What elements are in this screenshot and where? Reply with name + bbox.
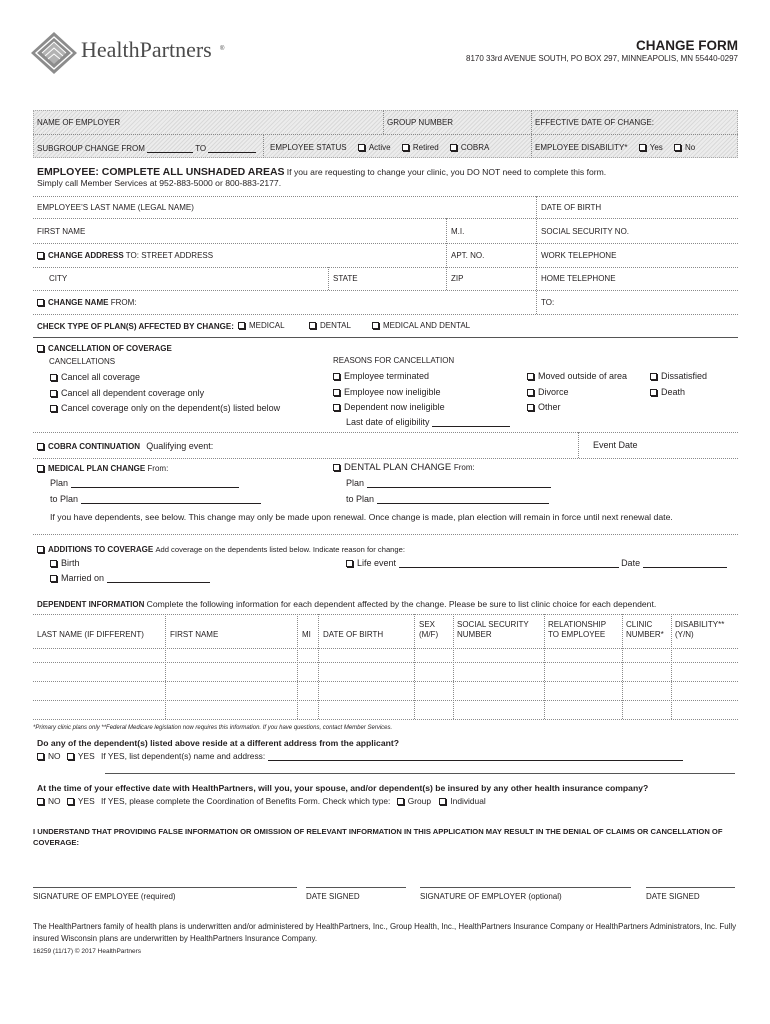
plan-change-note: If you have dependents, see below. This change may only be made upon renewal. Once change is made, plan election will remain in force until next renewal date. — [50, 512, 673, 522]
to-plan-label: to Plan — [346, 494, 375, 504]
dependent-address-line — [105, 773, 735, 774]
cancel-option-label: Cancel coverage only on the dependent(s) listed below — [61, 403, 281, 413]
date-label: Date — [621, 558, 641, 568]
instructions — [37, 166, 606, 178]
change-address-label: CHANGE ADDRESS — [48, 251, 124, 260]
reason-label: Other — [538, 402, 561, 412]
table-row — [33, 700, 738, 701]
last-date-field[interactable] — [432, 418, 510, 427]
dental-checkbox[interactable] — [309, 322, 316, 329]
employee-status — [270, 143, 489, 152]
dental-plan-row — [346, 478, 551, 488]
divider — [446, 218, 447, 290]
additions-heading — [37, 545, 405, 555]
divider — [453, 614, 454, 719]
q1-yes-label: YES — [77, 751, 95, 761]
plan-label: Plan — [50, 478, 69, 488]
dental-label: DENTAL — [320, 321, 351, 330]
group-label: Group — [407, 796, 431, 806]
group-checkbox[interactable] — [397, 798, 404, 805]
instructions-heading: EMPLOYEE: COMPLETE ALL UNSHADED AREAS — [37, 166, 285, 178]
medical-label: MEDICAL — [249, 321, 285, 330]
individual-checkbox[interactable] — [439, 798, 446, 805]
divider — [33, 290, 738, 291]
birth-label: Birth — [61, 558, 80, 568]
cobra-status-label: COBRA — [460, 143, 490, 152]
medical-checkbox[interactable] — [238, 322, 245, 329]
medical-to-plan-field[interactable] — [81, 495, 261, 504]
medical-and-dental-checkbox[interactable] — [372, 322, 379, 329]
medical-plan-change-checkbox[interactable] — [37, 465, 44, 472]
divider — [33, 196, 738, 197]
q2-yes-label: YES — [77, 796, 95, 806]
employee-status-label: EMPLOYEE STATUS — [270, 143, 347, 152]
instructions-line1: If you are requesting to change your clinic, you DO NOT need to complete this form. — [286, 167, 607, 177]
form-code: 16259 (11/17) © 2017 HealthPartners — [33, 948, 142, 955]
employee-last-name-label: EMPLOYEE’S LAST NAME (LEGAL NAME) — [37, 203, 194, 212]
q2-followup: If YES, please complete the Coordination of Benefits Form. Check which type: — [100, 796, 391, 806]
name-of-employer-label: NAME OF EMPLOYER — [37, 118, 121, 127]
retired-checkbox[interactable] — [402, 144, 409, 151]
date-of-birth-label: DATE OF BIRTH — [541, 203, 602, 212]
dental-plan-change-label: DENTAL PLAN CHANGE — [344, 462, 452, 473]
plan-type-medical-dental — [372, 321, 470, 330]
reason-label: Dissatisfied — [661, 371, 708, 381]
subgroup-to-field[interactable] — [208, 144, 256, 153]
divider — [414, 614, 415, 719]
medical-plan-change — [37, 464, 168, 473]
column-header-ssn: SOCIAL SECURITY NUMBER — [457, 620, 529, 640]
employee-date-line[interactable] — [306, 887, 406, 888]
divider — [33, 267, 738, 268]
life-event-label: Life event — [357, 558, 397, 568]
dental-plan-change — [333, 463, 475, 474]
ssn-label: SOCIAL SECURITY NO. — [541, 227, 630, 236]
employer-date-line[interactable] — [646, 887, 735, 888]
reason-employee-terminated — [333, 371, 429, 381]
employee-signature-label: SIGNATURE OF EMPLOYEE (required) — [33, 892, 176, 901]
q1-followup: If YES, list dependent(s) name and address: — [100, 751, 266, 761]
divorce-checkbox[interactable] — [527, 389, 534, 396]
subgroup-to-label: TO — [195, 144, 207, 153]
cancel-option-label: Cancel all coverage — [61, 372, 141, 382]
table-row — [33, 719, 738, 720]
change-name — [37, 298, 136, 307]
change-address — [37, 251, 213, 260]
divider — [328, 267, 329, 290]
cancel-option-1 — [50, 372, 140, 382]
divider — [578, 432, 579, 458]
disability-no-checkbox[interactable] — [674, 144, 681, 151]
last-date-of-eligibility — [346, 417, 510, 427]
column-header-relationship: RELATIONSHIP TO EMPLOYEE — [548, 620, 606, 640]
medical-plan-field[interactable] — [71, 479, 239, 488]
plan-type-dental — [309, 321, 351, 330]
q1-no-checkbox[interactable] — [37, 753, 44, 760]
divider — [383, 110, 384, 134]
q1-no-label: NO — [48, 751, 61, 761]
dental-to-plan-field[interactable] — [377, 495, 549, 504]
reason-dependent-ineligible — [333, 402, 445, 412]
home-telephone-label: HOME TELEPHONE — [541, 274, 616, 283]
additions-desc: Add coverage on the dependents listed below. Indicate reason for change: — [155, 545, 405, 554]
change-name-from-label: FROM: — [110, 298, 137, 307]
active-checkbox[interactable] — [358, 144, 365, 151]
addition-life-event — [346, 558, 727, 568]
birth-checkbox[interactable] — [50, 560, 57, 567]
certification-statement: I UNDERSTAND THAT PROVIDING FALSE INFORMATION OR OMISSION OF RELEVANT INFORMATION IN THIS APPLICATION MAY RESULT IN THE DENIAL OF CLAIMS OR CANCELLATION OF COVERAGE: — [33, 827, 723, 847]
disability-yes-checkbox[interactable] — [639, 144, 646, 151]
divider — [33, 534, 738, 535]
reason-moved — [527, 371, 627, 381]
divider — [33, 614, 738, 615]
to-plan-label: to Plan — [50, 494, 79, 504]
table-row — [33, 662, 738, 663]
column-header-last-name: LAST NAME (IF DIFFERENT) — [37, 630, 144, 639]
individual-label: Individual — [450, 796, 486, 806]
medical-to-plan-row — [50, 494, 261, 504]
addition-birth — [50, 558, 80, 568]
married-on-field[interactable] — [107, 574, 210, 583]
dependent-info-desc: Complete the following information for each dependent affected by the change. Please be sure to list clinic choice for each dependent. — [146, 599, 657, 609]
dental-plan-change-checkbox[interactable] — [333, 464, 340, 471]
reason-death — [650, 387, 685, 397]
subgroup-change — [37, 144, 256, 153]
employee-signature-line[interactable] — [33, 887, 297, 888]
divider — [165, 614, 166, 719]
effective-date-label: EFFECTIVE DATE OF CHANGE: — [535, 118, 654, 127]
cancel-option-3 — [50, 403, 280, 413]
divider — [33, 648, 738, 649]
zip-label: ZIP — [451, 274, 464, 283]
mi-label: M.I. — [451, 227, 465, 236]
employer-signature-line[interactable] — [420, 887, 631, 888]
moved-outside-area-checkbox[interactable] — [527, 373, 534, 380]
divider — [671, 614, 672, 719]
reason-label: Death — [661, 387, 686, 397]
registered-mark: ® — [220, 46, 225, 52]
cancellation-checkbox[interactable] — [37, 345, 44, 352]
qualifying-event-label: Qualifying event: — [146, 441, 214, 451]
employee-date-signed-label: DATE SIGNED — [306, 892, 360, 901]
cancel-dependent-coverage-checkbox[interactable] — [50, 390, 57, 397]
dependents-footnote: *Primary clinic plans only **Federal Medicare legislation now requires this information. If you have questions, contact Member Services. — [33, 725, 393, 731]
married-checkbox[interactable] — [50, 575, 57, 582]
reason-dissatisfied — [650, 371, 707, 381]
divider — [33, 218, 738, 219]
q2-no-label: NO — [48, 796, 61, 806]
reasons-label: REASONS FOR CANCELLATION — [333, 356, 455, 365]
employer-signature-label: SIGNATURE OF EMPLOYER (optional) — [420, 892, 562, 901]
dependent-info-label: DEPENDENT INFORMATION — [37, 600, 145, 609]
divider — [536, 196, 537, 314]
subgroup-change-label: SUBGROUP CHANGE FROM — [37, 144, 145, 153]
column-header-clinic-number: CLINIC NUMBER* — [626, 620, 664, 640]
form-title: CHANGE FORM — [636, 38, 738, 53]
question-1: Do any of the dependent(s) listed above reside at a different address from the applicant? — [37, 738, 399, 748]
employer-date-signed-label: DATE SIGNED — [646, 892, 700, 901]
medical-plan-change-label: MEDICAL PLAN CHANGE — [48, 464, 146, 473]
reason-label: Employee now ineligible — [344, 387, 441, 397]
group-number-label: GROUP NUMBER — [387, 118, 454, 127]
reason-other — [527, 402, 561, 412]
divider — [33, 337, 738, 338]
divider — [33, 134, 738, 135]
life-event-field[interactable] — [399, 559, 619, 568]
from-label: From: — [453, 463, 475, 472]
divider — [544, 614, 545, 719]
column-header-disability: DISABILITY** (Y/N) — [675, 620, 725, 640]
dependent-address-field[interactable] — [268, 752, 683, 761]
additions-checkbox[interactable] — [37, 546, 44, 553]
employee-disability-label: EMPLOYEE DISABILITY* — [535, 143, 628, 152]
cobra-continuation-label: COBRA CONTINUATION — [48, 442, 140, 451]
plan-label: Plan — [346, 478, 365, 488]
city-label: CITY — [49, 274, 68, 283]
brand-name: HealthPartners — [81, 37, 212, 62]
subgroup-from-field[interactable] — [147, 144, 193, 153]
question-1-answers — [37, 752, 683, 762]
reason-label: Moved outside of area — [538, 371, 628, 381]
disability-no-label: No — [685, 143, 696, 152]
event-date-label: Event Date — [593, 440, 638, 450]
divider — [263, 134, 264, 158]
instructions-line2: Simply call Member Services at 952-883-5000 or 800-883-2177. — [37, 178, 282, 188]
divider — [297, 614, 298, 719]
q2-no-checkbox[interactable] — [37, 798, 44, 805]
divider — [33, 432, 738, 433]
table-row — [33, 681, 738, 682]
reason-divorce — [527, 387, 569, 397]
question-2-answers — [37, 797, 486, 807]
cancel-all-coverage-checkbox[interactable] — [50, 374, 57, 381]
married-on-label: Married on — [61, 573, 105, 583]
q1-yes-checkbox[interactable] — [67, 753, 74, 760]
cobra-continuation-checkbox[interactable] — [37, 443, 44, 450]
change-address-checkbox[interactable] — [37, 252, 44, 259]
cancellations-label: CANCELLATIONS — [49, 357, 116, 366]
question-2: At the time of your effective date with HealthPartners, will you, your spouse, and/or dependent(s) be insured by any other health insurance company? — [37, 783, 649, 793]
cancellation-heading — [37, 344, 172, 353]
plan-type-label: CHECK TYPE OF PLAN(S) AFFECTED BY CHANGE: — [37, 322, 234, 331]
first-name-label: FIRST NAME — [37, 227, 86, 236]
logo — [30, 31, 78, 77]
column-header-mi: MI — [302, 630, 311, 639]
employee-disability — [535, 143, 695, 152]
footer-disclaimer: The HealthPartners family of health plans is underwritten and/or administered by HealthPartners, Inc., Group Health, Inc., HealthPartners Insurance Company or HealthPartners Administrators, Inc. Fully insured Wisconsin plans are underwritten by HealthPartners Insurance Company. — [33, 922, 737, 943]
dependent-info-heading — [37, 600, 656, 610]
cancel-option-2 — [50, 388, 204, 398]
change-address-to-label: TO: STREET ADDRESS — [125, 251, 214, 260]
healthpartners-diamond-logo-icon — [30, 31, 78, 75]
column-header-date-of-birth: DATE OF BIRTH — [323, 630, 384, 639]
reason-employee-ineligible — [333, 387, 441, 397]
life-event-date-field[interactable] — [643, 559, 727, 568]
medical-and-dental-label: MEDICAL AND DENTAL — [383, 321, 471, 330]
cobra-continuation — [37, 441, 213, 451]
apt-no-label: APT. NO. — [451, 251, 485, 260]
change-name-checkbox[interactable] — [37, 299, 44, 306]
change-name-to-label: TO: — [541, 298, 555, 307]
q2-yes-checkbox[interactable] — [67, 798, 74, 805]
death-checkbox[interactable] — [650, 389, 657, 396]
divider — [33, 314, 738, 315]
retired-label: Retired — [412, 143, 439, 152]
cobra-status-checkbox[interactable] — [450, 144, 457, 151]
employee-terminated-checkbox[interactable] — [333, 373, 340, 380]
medical-plan-row — [50, 478, 239, 488]
reason-label: Employee terminated — [344, 371, 430, 381]
divider — [622, 614, 623, 719]
additions-label: ADDITIONS TO COVERAGE — [48, 545, 154, 554]
divider — [33, 458, 738, 459]
employee-ineligible-checkbox[interactable] — [333, 389, 340, 396]
reason-label: Divorce — [538, 387, 569, 397]
cancel-option-label: Cancel all dependent coverage only — [61, 388, 205, 398]
from-label: From: — [147, 464, 169, 473]
divider — [531, 110, 532, 158]
state-label: STATE — [333, 274, 358, 283]
dental-plan-field[interactable] — [367, 479, 551, 488]
active-label: Active — [368, 143, 391, 152]
dependent-ineligible-checkbox[interactable] — [333, 404, 340, 411]
life-event-checkbox[interactable] — [346, 560, 353, 567]
other-checkbox[interactable] — [527, 404, 534, 411]
dissatisfied-checkbox[interactable] — [650, 373, 657, 380]
divider — [318, 614, 319, 719]
work-telephone-label: WORK TELEPHONE — [541, 251, 617, 260]
disability-yes-label: Yes — [649, 143, 663, 152]
column-header-first-name: FIRST NAME — [170, 630, 219, 639]
reason-label: Dependent now ineligible — [344, 402, 445, 412]
last-date-label: Last date of eligibility — [346, 417, 430, 427]
plan-type-medical — [238, 321, 285, 330]
cancellation-heading-label: CANCELLATION OF COVERAGE — [48, 344, 172, 353]
column-header-sex: SEX (M/F) — [419, 620, 439, 640]
change-name-label: CHANGE NAME — [48, 298, 109, 307]
form-address: 8170 33rd AVENUE SOUTH, PO BOX 297, MINNEAPOLIS, MN 55440-0297 — [466, 54, 738, 63]
divider — [33, 243, 738, 244]
addition-married — [50, 573, 210, 583]
dental-to-plan-row — [346, 494, 549, 504]
cancel-listed-dependents-checkbox[interactable] — [50, 405, 57, 412]
